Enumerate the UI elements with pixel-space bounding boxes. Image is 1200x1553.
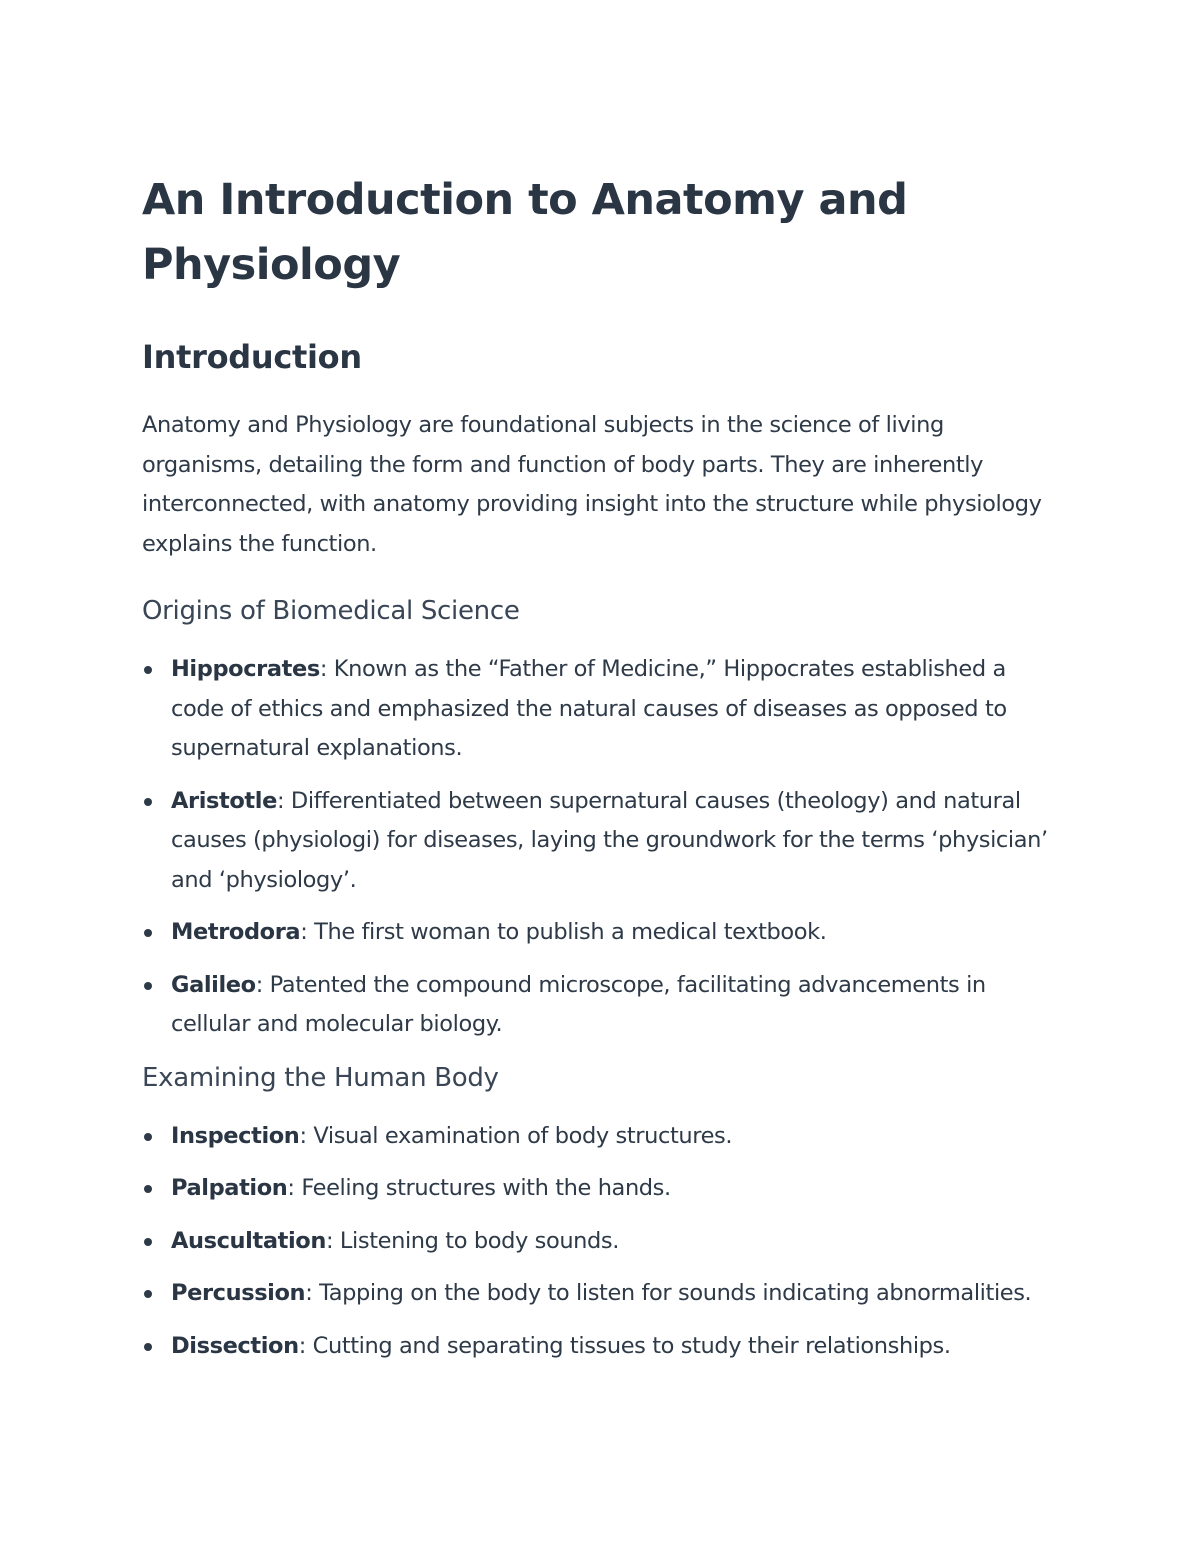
list-item — [142, 913, 1062, 953]
list-item-term: Aristotle — [171, 787, 277, 814]
document-page — [142, 168, 1062, 1379]
intro-paragraph: Anatomy and Physiology are foundational subjects in the science of living organisms, detailing the form and function of body parts. They are inherently interconnected, with anatomy providing insight into the structure while physiology explains the function. — [142, 412, 1042, 557]
list-item-text: : The first woman to publish a medical textbook. — [300, 919, 827, 945]
list-item-term: Metrodora — [171, 919, 301, 945]
list-item — [142, 1117, 1062, 1157]
bullet-icon — [144, 1290, 152, 1298]
list-item-term: Palpation — [171, 1175, 288, 1201]
bullet-icon — [144, 929, 152, 937]
bullet-icon — [144, 1343, 152, 1351]
list-item-text: : Patented the compound microscope, facilitating advancements in cellular and molecular biology. — [171, 971, 986, 1037]
list-item-term: Galileo — [171, 971, 256, 998]
bullet-icon — [144, 1185, 152, 1193]
origins-list — [142, 650, 1062, 1045]
list-item — [142, 1327, 1062, 1367]
list-item-text: : Differentiated between supernatural causes (theology) and natural causes (physiologi) for diseases, laying the groundwork for the terms ‘physician’ and ‘physiology’. — [171, 787, 1048, 893]
page-title: An Introduction to Anatomy and Physiology — [142, 175, 908, 290]
list-item-term: Auscultation — [171, 1227, 326, 1254]
list-item-text: : Listening to body sounds. — [325, 1227, 620, 1254]
subheading-origins: Origins of Biomedical Science — [142, 596, 520, 626]
bullet-icon — [144, 666, 152, 674]
bullet-icon — [144, 1238, 152, 1246]
list-item-text: : Cutting and separating tissues to study their relationships. — [298, 1332, 951, 1359]
list-item-term: Hippocrates — [171, 656, 320, 682]
list-item-text: : Tapping on the body to listen for sounds indicating abnormalities. — [305, 1280, 1032, 1306]
list-item — [142, 1274, 1062, 1314]
list-item — [142, 650, 1062, 769]
bullet-icon — [144, 798, 152, 806]
list-item-text: : Visual examination of body structures. — [299, 1122, 733, 1149]
bullet-icon — [144, 1133, 152, 1141]
bullet-icon — [144, 982, 152, 990]
list-item-term: Percussion — [171, 1280, 306, 1306]
list-item-text: : Known as the “Father of Medicine,” Hippocrates established a code of ethics and emphasized the natural causes of diseases as opposed to supernatural explanations. — [171, 656, 1007, 761]
section-title-introduction: Introduction — [142, 338, 362, 376]
examining-list — [142, 1117, 1062, 1367]
subheading-examining: Examining the Human Body — [142, 1062, 499, 1093]
list-item — [142, 1222, 1062, 1262]
list-item-term: Dissection — [171, 1332, 299, 1359]
list-item-text: : Feeling structures with the hands. — [287, 1175, 671, 1201]
list-item — [142, 1169, 1062, 1209]
list-item-term: Inspection — [171, 1122, 300, 1149]
list-item — [142, 782, 1062, 901]
list-item — [142, 966, 1062, 1045]
